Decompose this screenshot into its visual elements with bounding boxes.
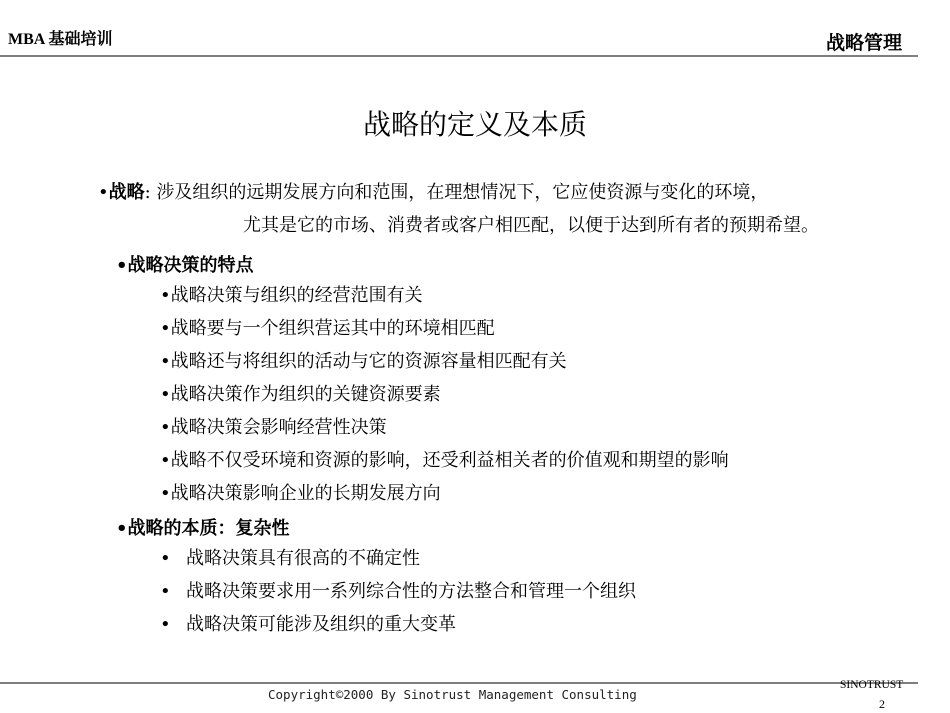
bullet-dot: •: [160, 581, 171, 602]
nature-list: [160, 542, 636, 641]
features-list: [160, 279, 729, 510]
brand-label: SINOTRUST: [840, 679, 904, 691]
section-label: 战略管理: [825, 32, 902, 54]
list-item: [160, 608, 636, 641]
list-item: •战略要与一个组织营运其中的环境相匹配: [160, 318, 495, 339]
list-item: [160, 575, 636, 608]
definition-line-2: 尤其是它的市场、消费者或客户相匹配，以便于达到所有者的预期希望。: [243, 215, 819, 236]
definition-text-1: 涉及组织的远期发展方向和范围，在理想情况下，它应使资源与变化的环境，: [156, 182, 769, 203]
list-item: •战略决策影响企业的长期发展方向: [160, 483, 441, 504]
list-item: •战略决策作为组织的关键资源要素: [160, 384, 441, 405]
list-item: •战略不仅受环境和资源的影响，还受利益相关者的价值观和期望的影响: [160, 450, 729, 471]
footer-divider: [0, 682, 918, 684]
course-label: MBA 基础培训: [8, 31, 113, 48]
list-item-text: 战略决策可能涉及组织的重大变革: [186, 614, 456, 635]
list-item: •战略决策与组织的经营范围有关: [160, 285, 423, 306]
features-heading: •战略决策的特点: [116, 255, 254, 276]
bullet-dot: •: [160, 614, 171, 635]
list-item-text: 战略决策要求用一系列综合性的方法整合和管理一个组织: [186, 581, 636, 602]
list-item-text: 战略决策具有很高的不确定性: [186, 548, 420, 569]
list-item: [160, 542, 636, 575]
copyright-text: Copyright©2000 By Sinotrust Management Consulting: [268, 687, 637, 702]
definition-bullet: •: [98, 182, 109, 203]
bullet-dot: •: [160, 548, 171, 569]
definition-term: 战略: [108, 182, 145, 203]
definition-line-1: [98, 176, 819, 209]
list-item: •战略决策会影响经营性决策: [160, 417, 387, 438]
page-number: 2: [879, 697, 885, 711]
list-item: •战略还与将组织的活动与它的资源容量相匹配有关: [160, 351, 567, 372]
header-divider: [0, 55, 918, 57]
nature-heading: •战略的本质：复杂性: [116, 518, 290, 539]
definition-colon: :: [144, 182, 151, 203]
slide-title: 战略的定义及本质: [362, 108, 587, 141]
strategy-definition: [98, 176, 819, 242]
